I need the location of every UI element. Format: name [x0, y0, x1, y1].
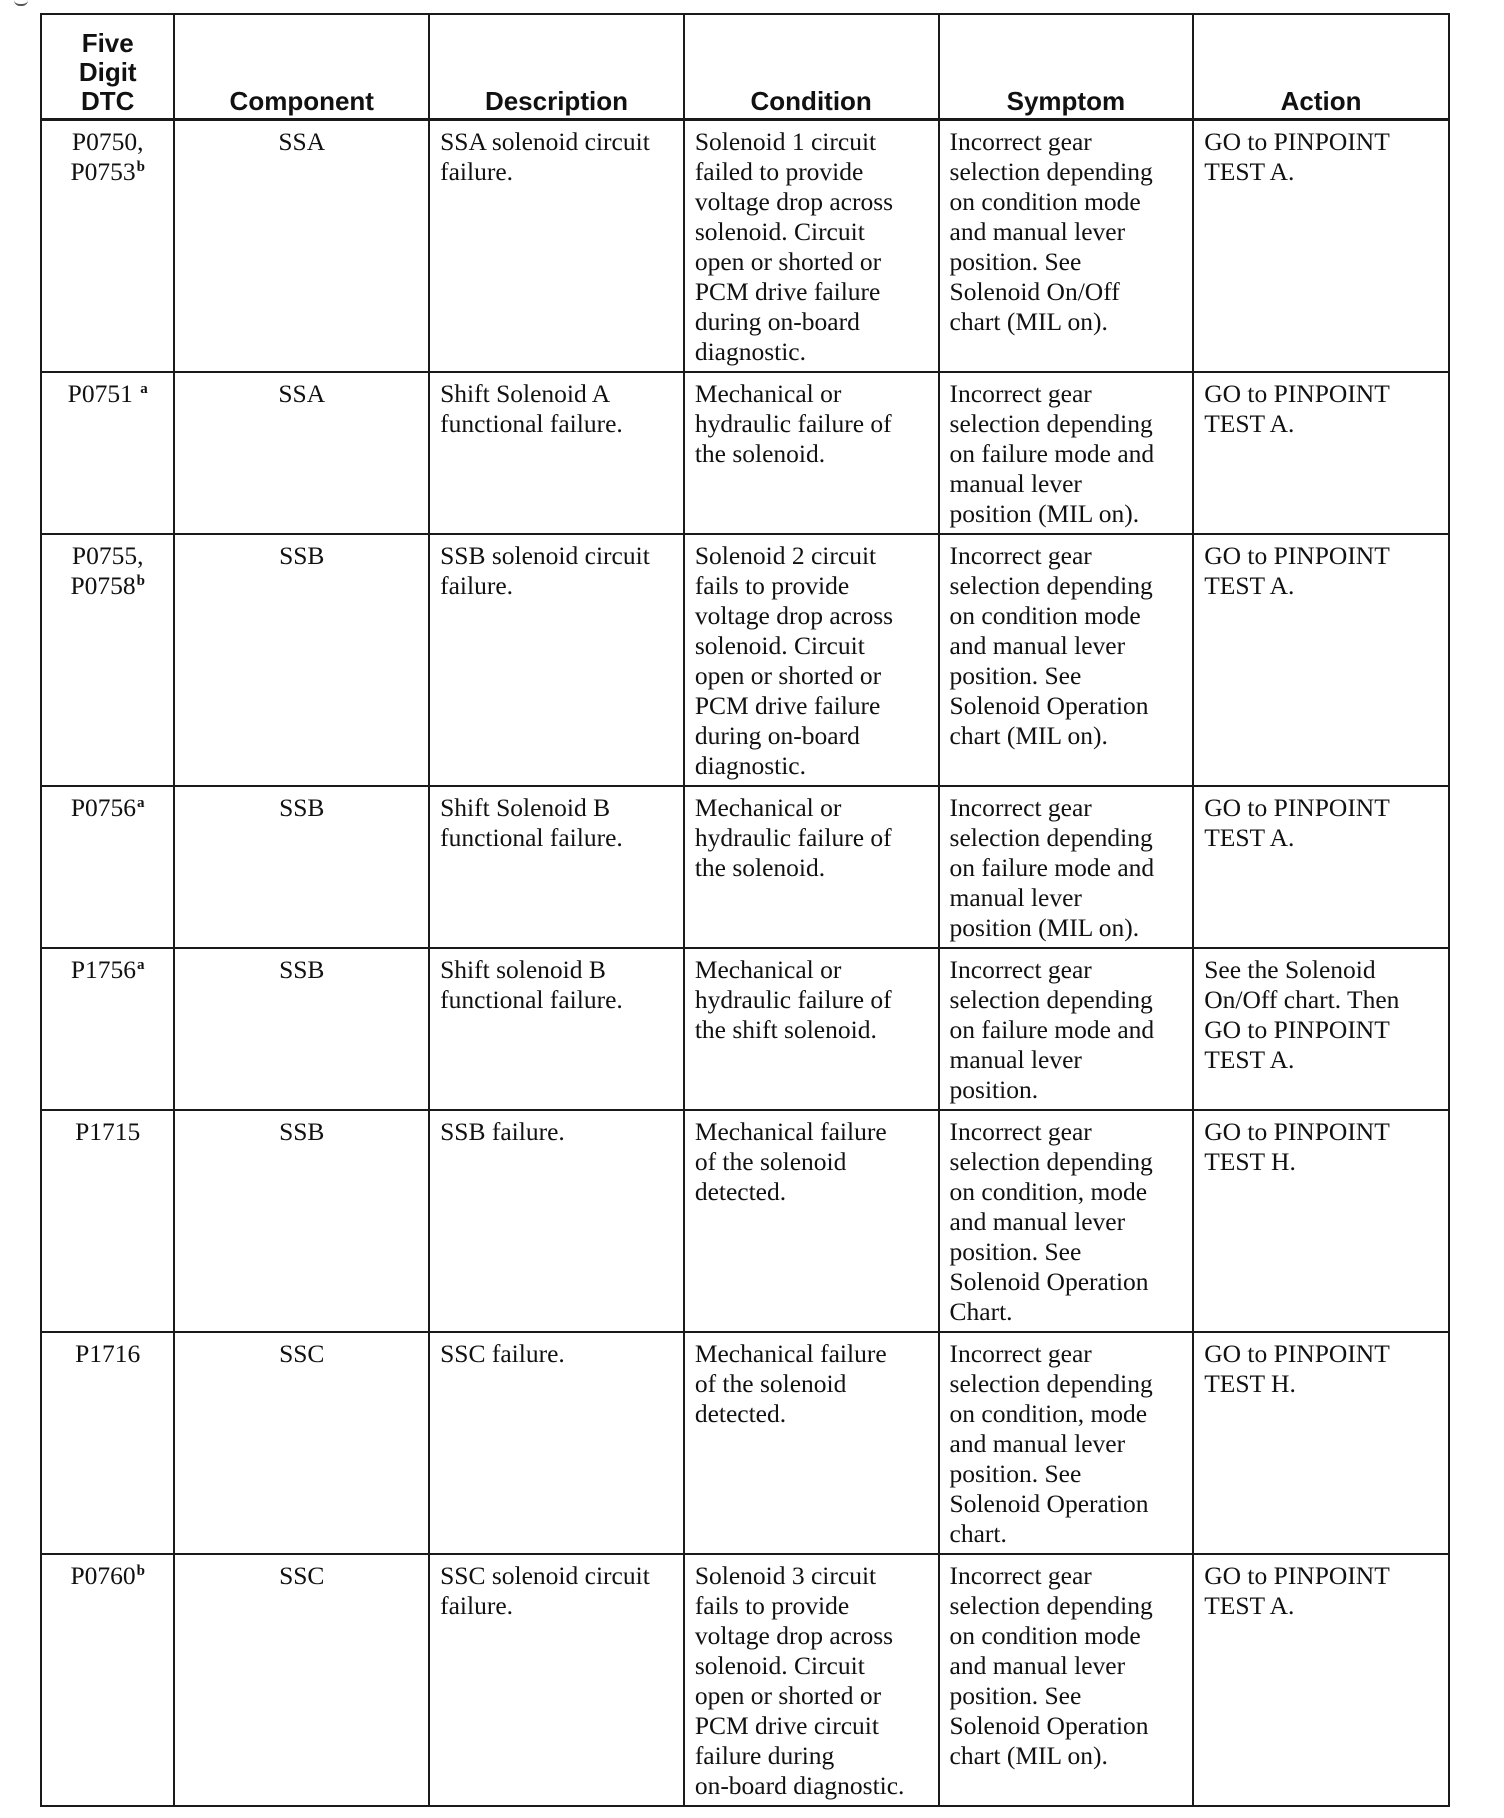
- symptom-cell: Incorrect gear selection depending on failure mode and manual lever position.: [939, 948, 1194, 1110]
- component-cell: SSB: [174, 786, 429, 948]
- header-condition: Condition: [684, 14, 939, 120]
- action-cell: GO to PINPOINT TEST H.: [1193, 1332, 1449, 1554]
- table-row: [41, 534, 1449, 786]
- description-cell: Shift Solenoid A functional failure.: [429, 372, 684, 534]
- dtc-cell: P1716: [41, 1332, 174, 1554]
- dtc-table: [40, 13, 1450, 1807]
- component-cell: SSC: [174, 1332, 429, 1554]
- table-row: [41, 1554, 1449, 1806]
- component-cell: SSB: [174, 534, 429, 786]
- table-row: [41, 120, 1449, 373]
- symptom-cell: Incorrect gear selection depending on condition mode and manual lever position. See Solenoid On/Off chart (MIL on).: [939, 120, 1194, 373]
- table-row: [41, 948, 1449, 1110]
- footnote-marker: b: [136, 159, 145, 175]
- table-row: [41, 1332, 1449, 1554]
- header-symptom: Symptom: [939, 14, 1194, 120]
- action-cell: GO to PINPOINT TEST A.: [1193, 1554, 1449, 1806]
- table-row: [41, 1110, 1449, 1332]
- action-cell: GO to PINPOINT TEST A.: [1193, 372, 1449, 534]
- dtc-cell: P0755, P0758$^b$: [41, 534, 174, 786]
- component-cell: SSB: [174, 1110, 429, 1332]
- component-cell: SSA: [174, 372, 429, 534]
- dtc-cell: P0751 $^a$: [41, 372, 174, 534]
- condition-cell: Solenoid 1 circuit failed to provide voltage drop across solenoid. Circuit open or shorted or PCM drive failure during on-board diagnostic.: [684, 120, 939, 373]
- action-cell: See the Solenoid On/Off chart. Then GO to PINPOINT TEST A.: [1193, 948, 1449, 1110]
- dtc-cell: P0750, P0753$^b$: [41, 120, 174, 373]
- condition-cell: Mechanical failure of the solenoid detected.: [684, 1110, 939, 1332]
- action-cell: GO to PINPOINT TEST A.: [1193, 120, 1449, 373]
- description-cell: SSC failure.: [429, 1332, 684, 1554]
- description-cell: Shift Solenoid B functional failure.: [429, 786, 684, 948]
- header-action: Action: [1193, 14, 1449, 120]
- footnote-marker: b: [136, 573, 145, 589]
- condition-cell: Solenoid 2 circuit fails to provide voltage drop across solenoid. Circuit open or shorted or PCM drive failure during on-board diagnostic.: [684, 534, 939, 786]
- condition-cell: Mechanical or hydraulic failure of the solenoid.: [684, 372, 939, 534]
- dtc-cell: P0760$^b$: [41, 1554, 174, 1806]
- component-cell: SSB: [174, 948, 429, 1110]
- symptom-cell: Incorrect gear selection depending on condition, mode and manual lever position. See Solenoid Operation Chart.: [939, 1110, 1194, 1332]
- condition-cell: Mechanical or hydraulic failure of the solenoid.: [684, 786, 939, 948]
- symptom-cell: Incorrect gear selection depending on condition mode and manual lever position. See Solenoid Operation chart (MIL on).: [939, 1554, 1194, 1806]
- table-body: [41, 120, 1449, 1807]
- header-row: [41, 14, 1449, 120]
- condition-cell: Mechanical or hydraulic failure of the shift solenoid.: [684, 948, 939, 1110]
- symptom-cell: Incorrect gear selection depending on condition mode and manual lever position. See Solenoid Operation chart (MIL on).: [939, 534, 1194, 786]
- footnote-marker: b: [136, 1563, 145, 1579]
- symptom-cell: Incorrect gear selection depending on condition, mode and manual lever position. See Solenoid Operation chart.: [939, 1332, 1194, 1554]
- table-header: [41, 14, 1449, 120]
- symptom-cell: Incorrect gear selection depending on failure mode and manual lever position (MIL on).: [939, 372, 1194, 534]
- component-cell: SSC: [174, 1554, 429, 1806]
- description-cell: SSB failure.: [429, 1110, 684, 1332]
- description-cell: SSA solenoid circuit failure.: [429, 120, 684, 373]
- header-description: Description: [429, 14, 684, 120]
- header-dtc: Five Digit DTC: [41, 14, 174, 120]
- header-component: Component: [174, 14, 429, 120]
- description-cell: SSB solenoid circuit failure.: [429, 534, 684, 786]
- cropped-text-fragment: [14, 0, 28, 6]
- footnote-marker: a: [137, 957, 145, 973]
- dtc-cell: P0756$^a$: [41, 786, 174, 948]
- footnote-marker: a: [137, 795, 145, 811]
- table-row: [41, 372, 1449, 534]
- dtc-cell: P1715: [41, 1110, 174, 1332]
- condition-cell: Mechanical failure of the solenoid detected.: [684, 1332, 939, 1554]
- description-cell: Shift solenoid B functional failure.: [429, 948, 684, 1110]
- dtc-cell: P1756$^a$: [41, 948, 174, 1110]
- symptom-cell: Incorrect gear selection depending on failure mode and manual lever position (MIL on).: [939, 786, 1194, 948]
- action-cell: GO to PINPOINT TEST A.: [1193, 534, 1449, 786]
- description-cell: SSC solenoid circuit failure.: [429, 1554, 684, 1806]
- component-cell: SSA: [174, 120, 429, 373]
- table-row: [41, 786, 1449, 948]
- condition-cell: Solenoid 3 circuit fails to provide voltage drop across solenoid. Circuit open or shorted or PCM drive circuit failure during on-board diagnostic.: [684, 1554, 939, 1806]
- action-cell: GO to PINPOINT TEST H.: [1193, 1110, 1449, 1332]
- footnote-marker: a: [140, 381, 148, 397]
- action-cell: GO to PINPOINT TEST A.: [1193, 786, 1449, 948]
